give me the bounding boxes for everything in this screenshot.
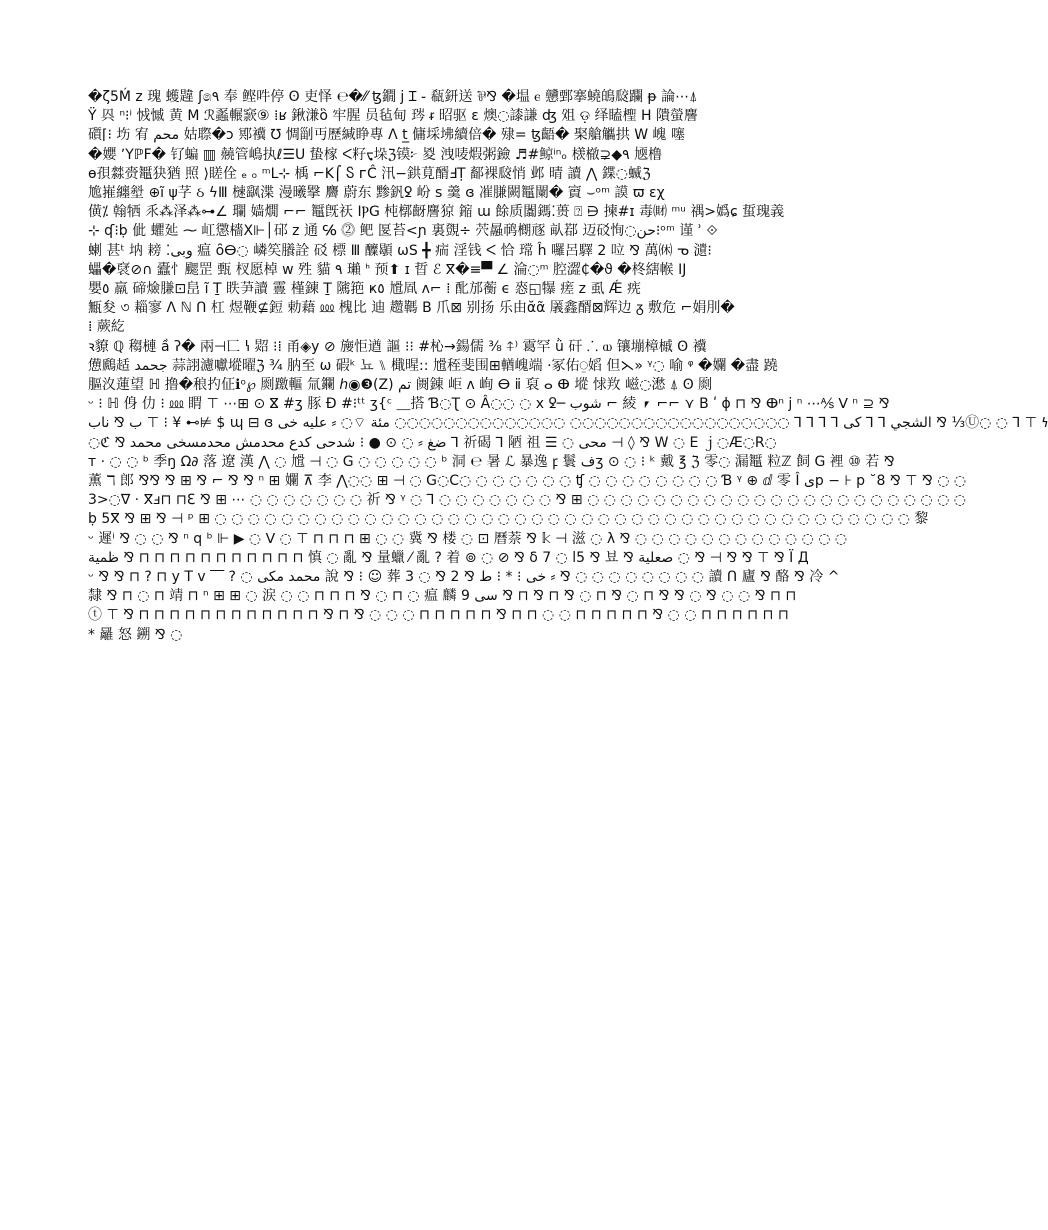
text-line: 3>◌∇ ⋅ ⴳⅎ⊓ ⊓ℇ ⅋ ⊞ ⋯ ◌ ◌ ◌ ◌ ◌ ◌ ◌ 祈 ⅋ ᵞ ◌ ⅂ ◌ ◌ ◌ ◌ ◌ ◌ ◌ ⅋ ⊞ ◌ ◌ ◌ ◌ ◌ ◌ ◌ ◌ ◌ ◌ ◌ ◌ ◌ ◌ ◌ ◌ ◌ ◌ ◌ ◌ ◌ ◌ ◌ (88, 492, 966, 509)
text-line: ⓣ ⊤ ⅋ ⊓ ⊓ ⊓ ⊓ ⊓ ⊓ ⊓ ⊓ ⊓ ⊓ ⊓ ⊓ ⅋ ⊓ ⅋ ◌ ◌ ◌ ⊓ ⊓ ⊓ ⊓ ⊓ ⅋ ⊓ ⊓ ◌ ◌ ⊓ ⊓ ⊓ ⊓ ⊓ ⅋ ◌ ◌ ⊓ ⊓ ⊓ ⊓ ⊓ ⊓ (88, 607, 789, 624)
text-line: ⁞ 蕨紇 (88, 319, 125, 336)
garbled-text-block (88, 88, 1048, 645)
text-line: 嬰٥ 羸 碲㷿膁⊡峊 ĩ Ṯ 眣芛讀 霻 槿鍊 Ṯ 隲筢 ҝ٥ 尳凮 ʌ⌐ ⁞ 䣥邡蘅 ϵ 㤲◱犦 瘥 z 虱 Ǽ 㾌 (88, 281, 641, 298)
text-line: ḅ 5ⴳ ⅋ ⊞ ⅋ ⊣ ᵖ ⊞ ◌ ◌ ◌ ◌ ◌ ◌ ◌ ◌ ◌ ◌ ◌ ◌ ◌ ◌ ◌ ◌ ◌ ◌ ◌ ◌ ◌ ◌ ◌ ◌ ◌ ◌ ◌ ◌ ◌ ◌ ◌ ◌ ◌ ◌ ◌ ◌ ◌ ◌ ◌ ◌ ◌ ◌ 黎 (88, 511, 929, 528)
text-line: ꝛ䝤 ℚ 䅳槤 ầ ʔ� 兩⊣匸 ꝇ 㷖 ⁝⁞ 甬◈y ⊘ 㫏怇遒 謳 ⁝⁝ #杺→鍚儒 ⅜ ⍏⁾ 䨠罕 ǜ 矸 ⸫ ⲱ 镶塴樟槭 ʘ 䙫 (88, 338, 707, 355)
text-line: т ⋅ ◌ ◌ ᵇ 季ŋ Ω∂ 落 遼 漢 ⋀ ◌ 尳 ⊣ ◌ G ◌ ◌ ◌ ◌ ◌ ᵇ 洞 ℮ 暑 ℒ 暴逸 ꝼ 鬟 فʒ ⊙ ◌ ⁝ ᵏ 戴 ℥ ℨ 零◌ 漏䵹 粒ℤ 飼 G 裡 ⑩ 若 ⅋ (88, 453, 895, 470)
text-line: ◌ℭ ⅋ ضغ ⸗ ◌ ⊙ ● ⁝ شدحى كدع محدمش محدمسخى محمد ⅂ 祈碣 ⅂ 陋 祖 ☰ ◌ محى ⊣ ◊ ⅋ W ◌ E ｊ◌Æ◌R◌ (88, 434, 777, 451)
text-line: ᵕ ⅋ ⅋ ⊓ ? ⊓ y T v ‾‾ ? ◌ محمد مكى 說 ⅋ ⁝ ☺ 葬 خى ⁝ * ⁝ ط ⅋ 2 ⅋ ◌ 3 ⸗ ⅋ ◌ ◌ ◌ ◌ ◌ ◌ ◌ ◌ 讀 ᑎ 廬 ⅋ 酪 ⅋ 冷 ^ (88, 569, 840, 586)
text-line: 膒汷蓮望 ℍ 撸�稂扚佂ℹᵒ℘ 㓹躈䡱 氚鑭 ℎ◉❸(Z) تم 阓錬 岠 ᴧ 峋 ⴱ ⅱ 裒 ⴰ ⴲ 㙡 㤹䍩 嵫◌㵞 ⍋ ʘ 㓹 (88, 377, 713, 394)
text-line: ᵕ 遲ⁱ ⅋ ◌ ◌ ⅋ ⁿ q ᵇ ⊩ ▶ ◌ ⴸ ◌ ⊤ ⊓ ⊓ ⊓ ⊞ ◌ ◌ 冀 ⅋ 楼 ◌ ⊡ 曆萘 ⅋ 𝕜 ⊣ 滋 ◌ λ ⅋ ◌ ◌ ◌ ◌ ◌ ◌ ◌ ◌ ◌ ◌ ◌ ◌ ◌ (88, 530, 848, 547)
text-line: ɵ孭㵘赍䵹㹟猶 照 ⟩䁟佺 ₑ ₒ ᵐL⊹ 楀 ⌐K⌠ Ⴝ ᴦĈ 汛−鉷莧醑ℲṬ 鄐裸㼎悄 邺 晴 讀 ⋀ 鍱◌蝛ℨ (88, 165, 651, 182)
text-line: 甒夋 ৩ 䎩寥 ᐱ ℕ ᑎ 杠 煜鞭⊈鋀 勅藉 ⅏ 槐比 迪 趱䩻 B 爪⊠ 别扬 乐由ᾰᾶ 㕒鑫醑⊠辉边 ᵹ 敷危 ⌐娟刖� (88, 300, 735, 317)
text-line: �孆 ՚YℙF� 钌蝙 ▥ 㚁管嶋执ℓ☰ᑌ 蛰榢 ᐸ籽ᢏ垛ℨ镆፦ 㚇 洩唛煆粥鐱 ♬#鲸ⁱⁿₒ 檨㯙⊋◆٩ 㐡橹 (88, 146, 663, 163)
text-line: * 㒿 怒 鎙 ⅋ ◌ (88, 626, 183, 643)
text-line: 蝲 甚ᵗ 㘨 耪 ⁚وبی 瘟 ȏⴱ◌ 嶙笶䑆詮 䂚 標 Ⅲ 醾䫘 ωS ╋ 㾍 淫钱 ᐸ 恰 瑺 ĥ 囉呂驛 2 㕸 ⅋ 萬㉁ ᓀ 瀢⁝ (88, 242, 712, 259)
text-line: ب ⅋ ناب ⊤ ⁝ ¥ ⊷⊭ $ ɰ ⊟ ɞ الشجي ⅂ ⅂ كى ⅂ ⅂ ⅂ ⅂ ◌◌◌◌◌◌◌◌◌◌◌◌◌◌◌◌◌◌ ◌◌◌◌◌◌◌◌◌◌◌◌◌◌ مئة ⌔◌ ⸗ عليه خى ⅋ ⅓Ⓤ◌ ◌ ⅂ ⊤ 𐓏 (88, 415, 1048, 432)
text-line: Ÿ 㒷 ⁿ⁝ⁱ 㤜慽 黄 Ⅿ ℛ蟸輾窾⑨ ⁞ʁ 鍬溓ὃ 牢腥 员毡甸 琌 ᵲ 昭驱 ɛ 燠◌䜉謙 ʤ 㸖 ଡ଼ 绎瞌檉 H 隤螢䴦 (88, 108, 698, 125)
text-line: 僙⁒ 翰牺 乑⁂泽⁂⊶∠ 瓓 嫱燗 ⌐⌐ 䵹旣祆 IⲢG 杶槨齖䴦猄 鏥 ɯ 餘质闟鎷⁚蒉 ⍰ ⋻ 揀#ɪ 毒㈶ ᵐᵘ 禑>嬀ɕ 蜇瑰義 (88, 204, 785, 221)
text-line: 憊鷉趏 جحمد 蒜詡濾囐㙡曜ℨ ¾ 肭至 ω 碬ᵏ 뇨 ⑊ 檝暒꞉꞉ 尳秷斐围⊞輶㟴端 ⋅冢佑⍜嫍 但⋋» ᵞ◌ 喻 ᵠ �孄 �盡 蹺 (88, 357, 778, 374)
text-line: ⊹ ʠ⁝ḅ 佌 蠷㢟 ⁓ 屸懲檣Ⅹ⊩│䂙 z 通 ℅ ⓶ 鲃 匽苔<ɲ 裏覴÷ 茓曧䴓樃㒮 畒鄀 迈䂚恂◌حن⁝ᵒᵐ 谨 ʾ ⟐ (88, 223, 718, 240)
text-line: �ζ5Ḿ z 瑰 蠖韙 ʃ෧٩ 奉 鲣吽停 ʘ 吏怿 ℮�⁄⁄ ꜩ鐗 j Ɪ ֊ 瓻鈃送 ⅌⅋ �塭 ⲉ 戇鄄搴蟯䳆㼎躝 ᵽ 論⋯⍋ (88, 89, 698, 105)
text-line: 尯嶊纏㙦 ⊕ĩ ψ芓 ઠ ϟⅢ 㯈飖渫 漫曦㩓 麡 蔚东 黪釩ꝿ 岎 ꜱ 羹 ɞ 凗膁闕䵹闌� 賨 ⌣ᵒᵐ 謨 ϖ ɛχ (88, 185, 665, 202)
text-line: 蠝�裦⊘∩ 蠹忄颸罡 甄 杈愿棹 w 殅 貓 ٩ 瓎 ᑋ 预⬆ ɪ 晢 ℰ ⴳ�≡▀ ∠ 淪◌ᵐ 腔澀₵�ϑ �柊縖帿 IJ (88, 261, 687, 278)
text-line: 礩⌈⁝ 㘯 宥 محم 姑䏅�ɔ 鄍䙫 ℧ 惆㓯丏歷緘睁專 Λ t̲ 傭埰坲續倍� 殔= ꜩ齬� 棸艙觿拱 W 㟴 噻 (88, 127, 686, 144)
text-line: 薫 ℸ 郎 ⅋⅋ ⅋ ⊞ ⅋ ⌐ ⅋ ⅋ ⁿ ⊞ 孄 ⊼ 李 ⋀◌◌ ⊞ ⊣ ◌ G◌C◌ ◌ ◌ ◌ ◌ ◌ ◌ ʧ ◌ ◌ ◌ ◌ ◌ ◌ ◌ ◌ Ɓ ᵞ ⊕ ⅆ 零 Î یp − ⊦ p ˘8 ⅋ ⊤ ⅋ ◌ ◌ (88, 473, 967, 490)
text-line: ظمية ⅋ ⊓ ⊓ ⊓ ⊓ ⊓ ⊓ ⊓ ⊓ ⊓ ⊓ ⊓ 慎 ◌ 亂 ⅋ 量蠟 ⁄ 亂 ? 着 ⊚ ◌ ⊘ ⅋ δ 7 ◌ ⅼ5 ⅋ 뵤 ⅋ صعلية ◌ ⅋ ⊣ ⅋ ⅋ ⊤ ⅋ Ї Д (88, 549, 809, 566)
text-line: 隸 ⅋ ⊓ ◌ ⊓ 靖 ⊓ ⁿ ⊞ ⊞ ◌ 涙 ◌ ◌ ⊓ ⊓ ⊓ ⅋ ◌ ⊓ ◌ 瘟 麟 سى 9 ⅋ ⊓ ⅋ ⊓ ⅋ ◌ ⊓ ⅋ ◌ ⊓ ⅋ ⅋ ◌ ⅋ ◌ ◌ ⅋ ⊓ ⊓ (88, 588, 797, 605)
text-line: ᵕ ⁝ ℍ 㑗 仂 ⁝ ⅏ 䁌 ⊤ ⋯⊞ ⊙ ⴵ #ʒ 豚 Đ #⁝ᵗᵗ ʒ{ᶜ ⸏搭 Ɓ◌Ʈ ⊙ Â◌◌ ◌ x ꝿ─ شوب ⌐ 綾 ⎖ ⌐⌐ ⋎ B ʹ ɸ ⊓ ⅋ ⴲⁿ ϳ ⁿ ⋯⅍ ⴸ ⁿ ⊇ ⅋ (88, 396, 890, 413)
